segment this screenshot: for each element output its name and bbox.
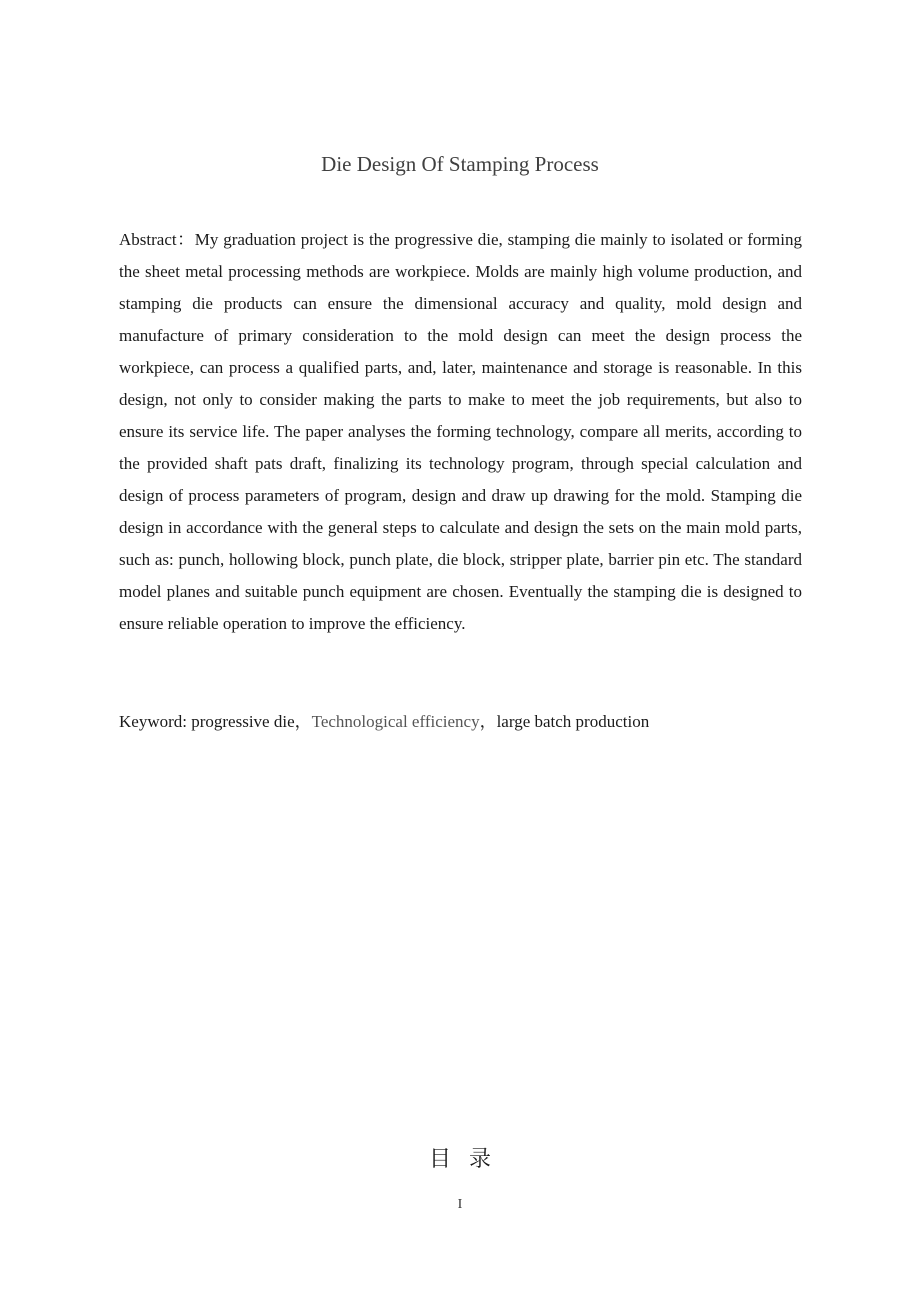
keyword-technological-efficiency: Technological efficiency — [311, 712, 480, 731]
keyword-large-batch-production: large batch production — [496, 712, 650, 731]
keyword-separator: ， — [479, 712, 497, 731]
abstract-text: My graduation project is the progressive die, stamping die mainly to isolated or forming the sheet metal processing methods are workpiece. Molds are mainly high volume production, and stamping die products can ensure the dimensional accuracy and quality, mold design and manufacture of primary consideration to the mold design can meet the design process the workpiece, can process a qualified parts, and, later, maintenance and storage is reasonable. In this design, not only to consider making the parts to make to meet the job requirements, but also to ensure its service life. The paper analyses the forming technology, compare all merits, according to the provided shaft pats draft, finalizing its technology program, through special calculation and design of process parameters of program, design and draw up drawing for the mold. Stamping die design in accordance with the general steps to calculate and design the sets on the main mold parts, such as: punch, hollowing block, punch plate, die block, stripper plate, barrier pin etc. The standard model planes and suitable punch equipment are chosen. Eventually the stamping die is designed to ensure reliable operation to improve the efficiency. — [119, 230, 802, 633]
keywords-line — [119, 706, 802, 738]
table-of-contents-title: 目录 — [428, 1147, 509, 1172]
abstract-label: Abstract： — [119, 230, 195, 249]
keyword-progressive-die: progressive die， — [191, 712, 312, 731]
abstract-paragraph — [119, 224, 802, 640]
keywords-label: Keyword: — [119, 712, 192, 731]
document-title: Die Design Of Stamping Process — [321, 152, 599, 176]
page-number: I — [457, 1197, 463, 1212]
